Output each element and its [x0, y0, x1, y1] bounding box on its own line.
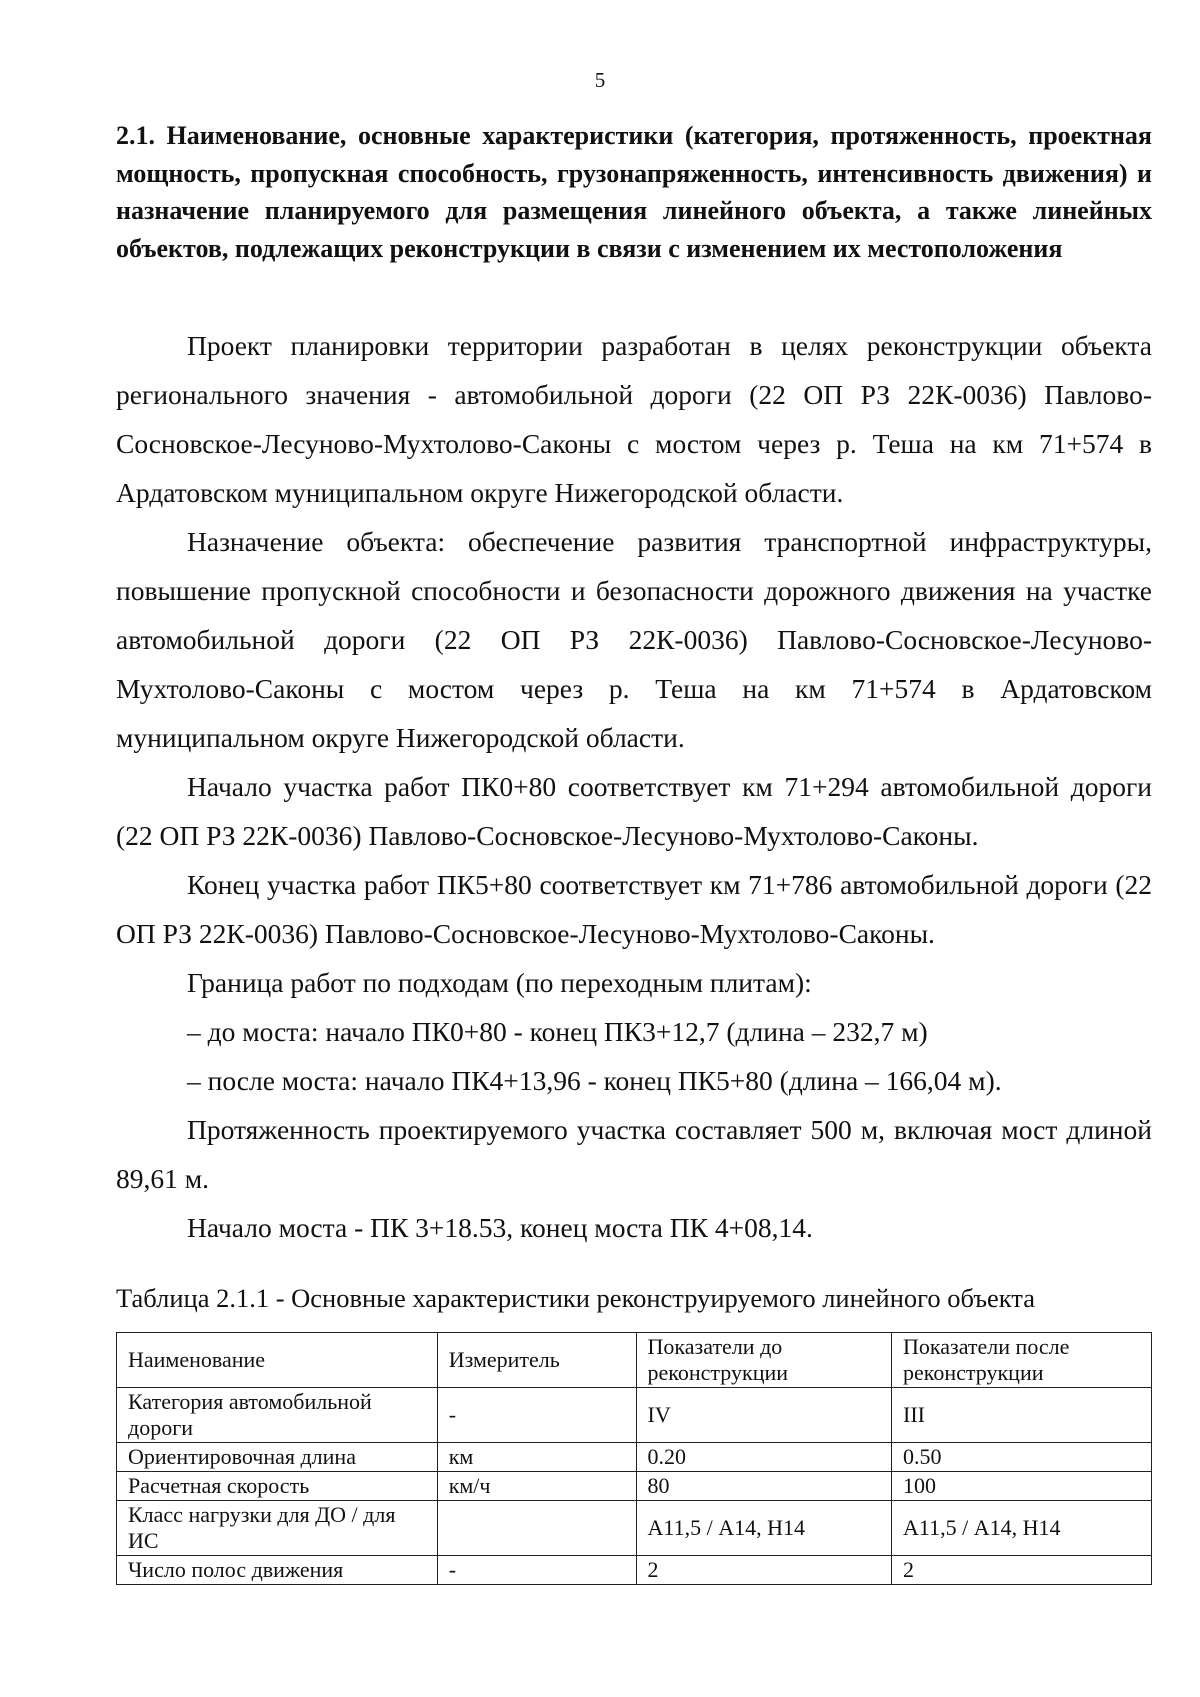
table-cell: км	[437, 1443, 636, 1472]
table-cell: А11,5 / А14, Н14	[892, 1501, 1152, 1556]
table-header-cell: Измеритель	[437, 1333, 636, 1388]
body-text	[116, 321, 1152, 1252]
paragraph-object-assignment: Назначение объекта: обеспечение развития транспортной инфраструктуры, повышение пропускной способности и безопасности дорожного движения на участке автомобильной дороги (22 ОП РЗ 22К-0036) Павлово-Сосновское-Лесуново-Мухтолово-Саконы с мостом через р. Теша на км 71+574 в Ардатовском муниципальном округе Нижегородской области.	[116, 526, 1152, 753]
paragraph-after-bridge: – после моста: начало ПК4+13,96 - конец ПК5+80 (длина – 166,04 м).	[187, 1065, 1002, 1096]
table-cell: 100	[892, 1472, 1152, 1501]
table-cell: IV	[636, 1388, 891, 1443]
paragraph-approach-boundaries: Граница работ по подходам (по переходным плитам):	[187, 967, 812, 998]
paragraph-purpose: Проект планировки территории разработан в целях реконструкции объекта регионального значения - автомобильной дороги (22 ОП РЗ 22К-0036) Павлово-Сосновское-Лесуново-Мухтолово-Саконы с мостом через р. Теша на км 71+574 в Ардатовском муниципальном округе Нижегородской области.	[116, 330, 1152, 508]
paragraph-length: Протяженность проектируемого участка составляет 500 м, включая мост длиной 89,61 м.	[116, 1114, 1152, 1194]
page-number: 5	[594, 68, 606, 92]
characteristics-table	[116, 1332, 1152, 1585]
table-cell: 2	[636, 1556, 891, 1585]
table-cell: 80	[636, 1472, 891, 1501]
table-row	[117, 1501, 1152, 1556]
table-cell: км/ч	[437, 1472, 636, 1501]
table-header-row	[117, 1333, 1152, 1388]
paragraph-before-bridge: – до моста: начало ПК0+80 - конец ПК3+12,7 (длина – 232,7 м)	[187, 1016, 928, 1047]
paragraph-work-start: Начало участка работ ПК0+80 соответствует км 71+294 автомобильной дороги (22 ОП РЗ 22К-0036) Павлово-Сосновское-Лесуново-Мухтолово-Саконы.	[116, 771, 1152, 851]
table-cell	[437, 1501, 636, 1556]
table-row	[117, 1472, 1152, 1501]
table-cell: А11,5 / А14, Н14	[636, 1501, 891, 1556]
table-row	[117, 1388, 1152, 1443]
table-row	[117, 1443, 1152, 1472]
table-cell: III	[892, 1388, 1152, 1443]
table-cell: Класс нагрузки для ДО / для ИС	[117, 1501, 438, 1556]
table-caption: Таблица 2.1.1 - Основные характеристики реконструируемого линейного объекта	[116, 1283, 1035, 1313]
table-cell: 0.20	[636, 1443, 891, 1472]
table-row	[117, 1556, 1152, 1585]
table-cell: 2	[892, 1556, 1152, 1585]
table-header-cell: Показатели до реконструкции	[636, 1333, 891, 1388]
table-cell: Ориентировочная длина	[117, 1443, 438, 1472]
table-header-cell: Показатели после реконструкции	[892, 1333, 1152, 1388]
table-cell: -	[437, 1556, 636, 1585]
paragraph-work-end: Конец участка работ ПК5+80 соответствует км 71+786 автомобильной дороги (22 ОП РЗ 22К-0036) Павлово-Сосновское-Лесуново-Мухтолово-Саконы.	[116, 869, 1152, 949]
table-header-cell: Наименование	[117, 1333, 438, 1388]
paragraph-bridge-location: Начало моста - ПК 3+18.53, конец моста ПК 4+08,14.	[187, 1212, 813, 1243]
table-cell: -	[437, 1388, 636, 1443]
table-cell: Число полос движения	[117, 1556, 438, 1585]
table-cell: Расчетная скорость	[117, 1472, 438, 1501]
table-cell: Категория автомобильной дороги	[117, 1388, 438, 1443]
table-cell: 0.50	[892, 1443, 1152, 1472]
section-heading: 2.1. Наименование, основные характеристики (категория, протяженность, проектная мощность, пропускная способность, грузонапряженность, интенсивность движения) и назначение планируемого для размещения линейного объекта, а также линейных объектов, подлежащих реконструкции в связи с изменением их местоположения	[116, 121, 1152, 263]
